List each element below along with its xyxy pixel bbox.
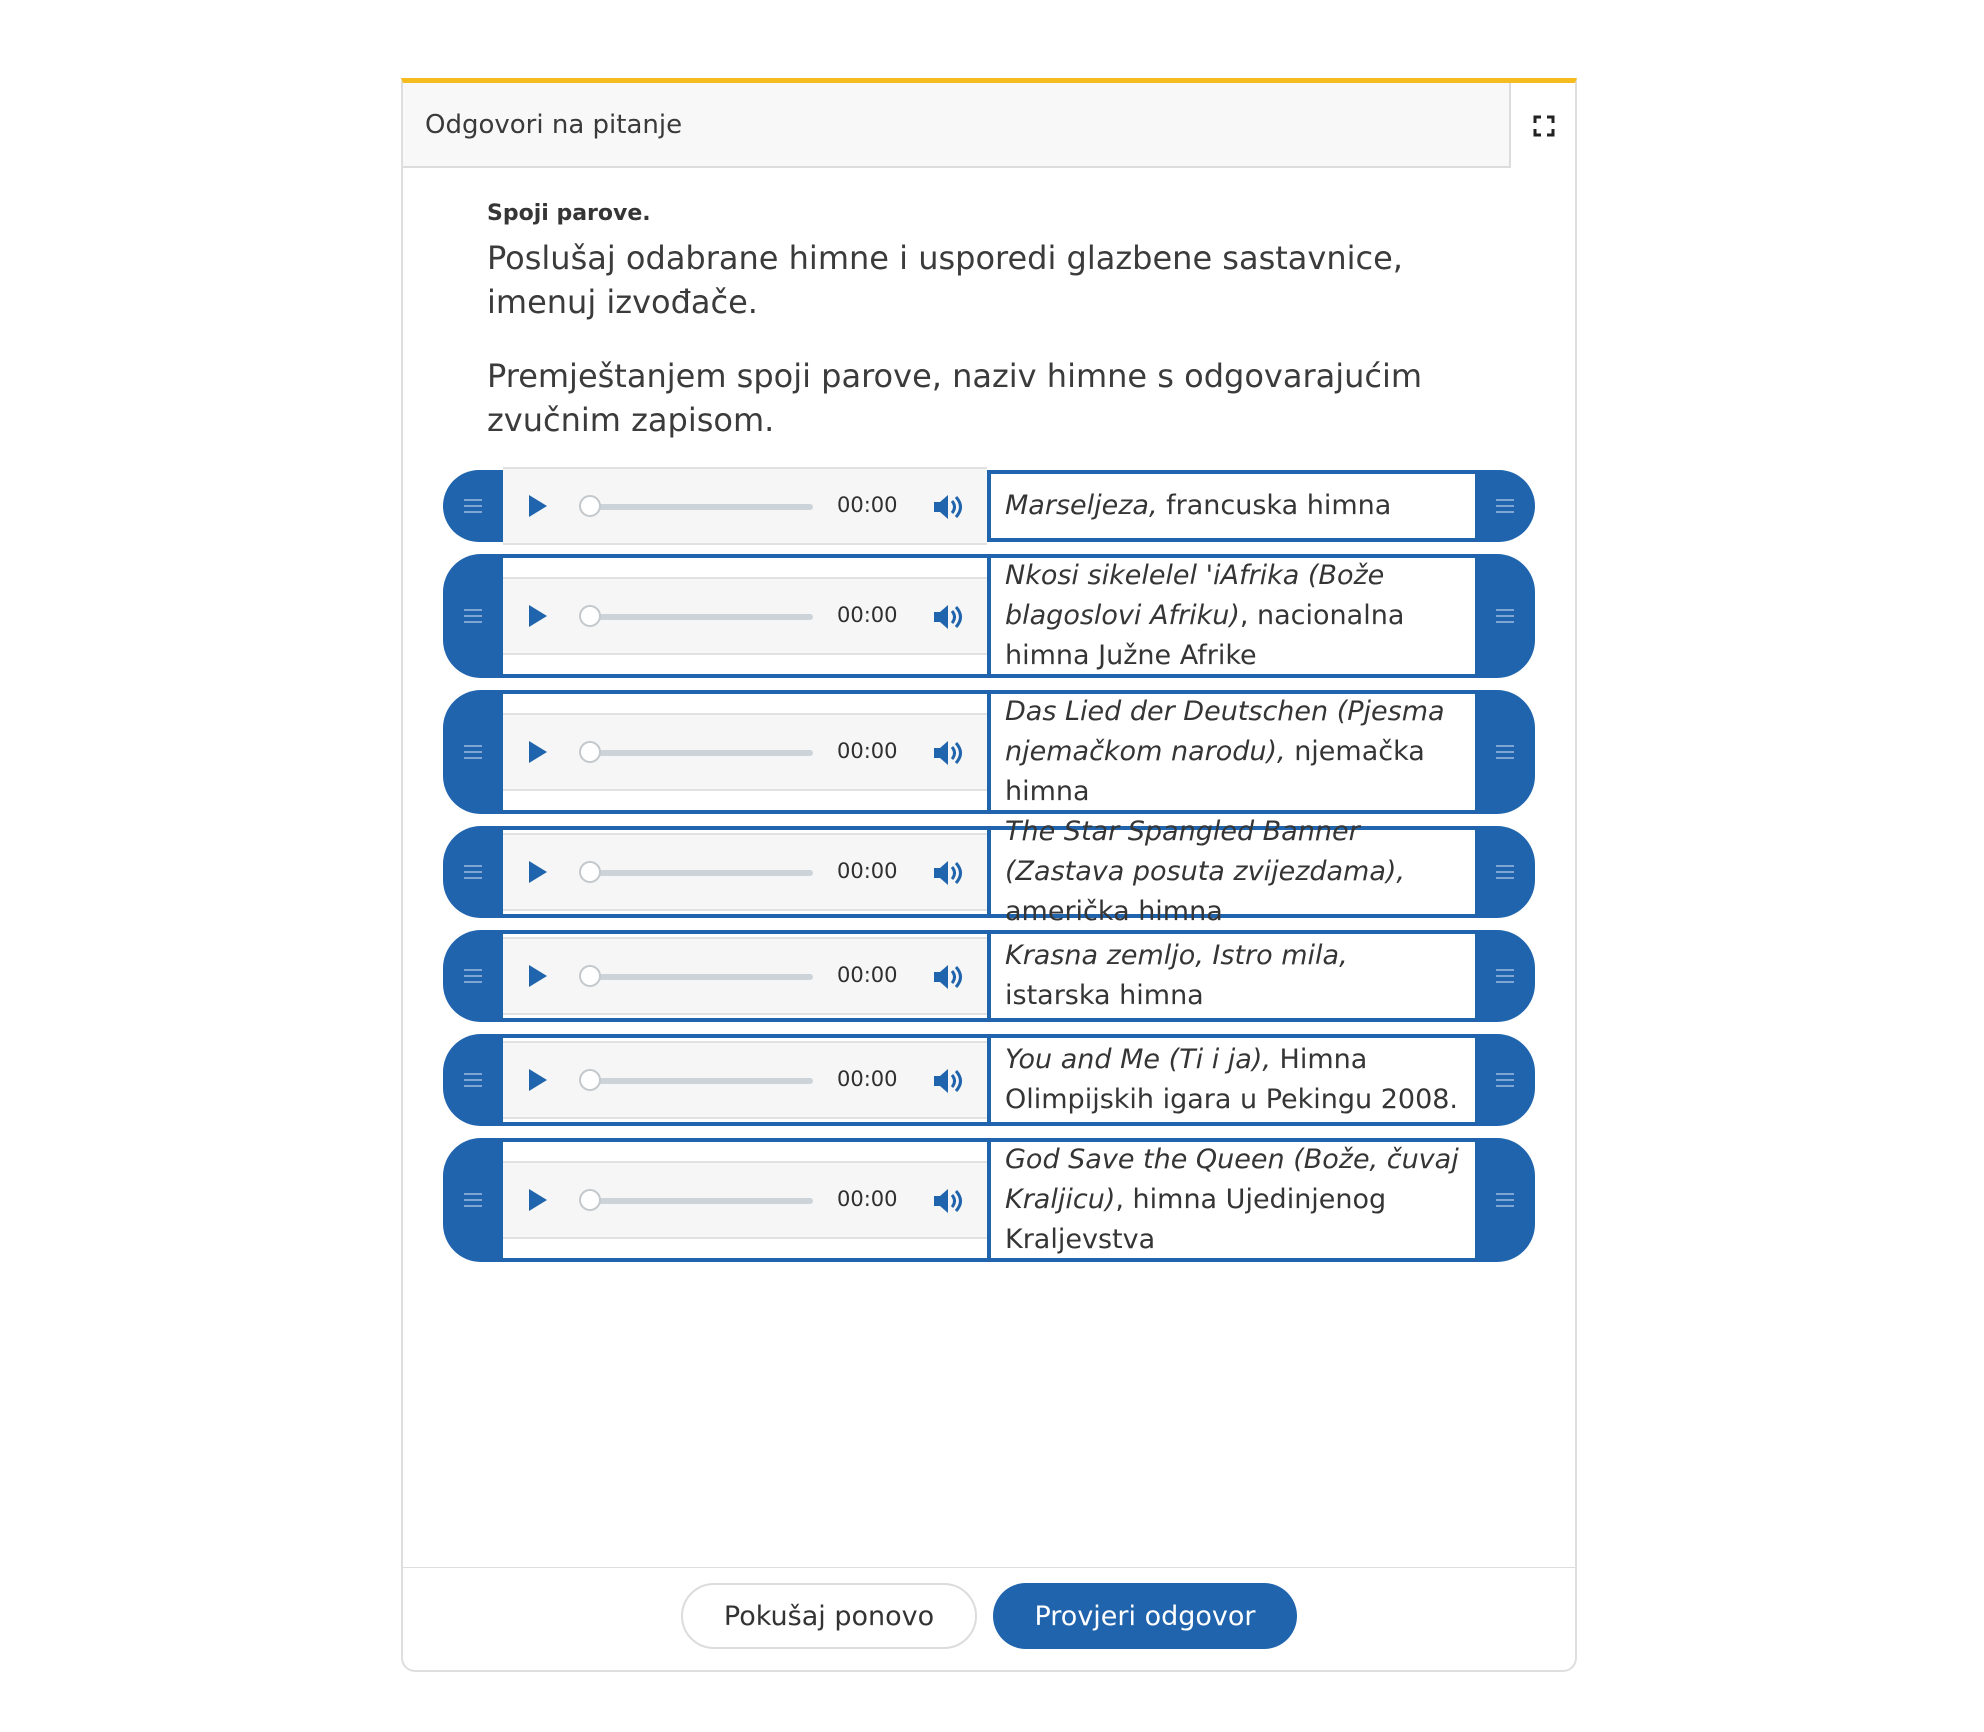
time-display: 00:00 [837, 493, 898, 517]
drag-handle-right[interactable] [1475, 1138, 1535, 1262]
anthem-label [991, 934, 1475, 1018]
seek-knob[interactable] [579, 1069, 601, 1091]
drag-handle-icon [463, 969, 483, 983]
seek-knob[interactable] [579, 861, 601, 883]
drag-handle-left[interactable] [443, 826, 503, 918]
time-display: 00:00 [837, 739, 898, 763]
play-icon[interactable] [525, 603, 549, 629]
drag-handle-right[interactable] [1475, 930, 1535, 1022]
drag-handle-right[interactable] [1475, 554, 1535, 678]
audio-player [503, 937, 987, 1015]
drag-handle-icon [463, 865, 483, 879]
audio-cell [503, 694, 987, 810]
drag-handle-icon [1495, 499, 1515, 513]
play-icon[interactable] [525, 493, 549, 519]
anthem-title: You and Me (Ti i ja), [1005, 1044, 1271, 1075]
anthem-label [991, 816, 1475, 927]
drag-handle-right[interactable] [1475, 470, 1535, 542]
audio-player [503, 833, 987, 911]
anthem-description: Himna Olimpijskih igara u Pekingu 2008. [1005, 1044, 1459, 1115]
seek-bar[interactable] [581, 1078, 813, 1084]
anthem-title: Das Lied der Deutschen (Pjesma njemačkom narodu), [1005, 696, 1445, 767]
audio-player [503, 1041, 987, 1119]
pair-row[interactable] [443, 1138, 1535, 1262]
volume-icon[interactable] [931, 1185, 965, 1217]
time-display: 00:00 [837, 963, 898, 987]
play-icon[interactable] [525, 859, 549, 885]
play-icon[interactable] [525, 1187, 549, 1213]
drag-handle-icon [463, 1193, 483, 1207]
drag-handle-icon [1495, 609, 1515, 623]
pair-row[interactable] [443, 690, 1535, 814]
audio-cell [503, 934, 987, 1018]
pair-row[interactable] [443, 930, 1535, 1022]
anthem-description: istarska himna [1005, 980, 1204, 1011]
card-title: Odgovori na pitanje [425, 109, 683, 140]
drag-handle-left[interactable] [443, 554, 503, 678]
footer-divider [403, 1567, 1575, 1568]
anthem-title: The Star Spangled Banner (Zastava posuta zvijezdama), [1005, 816, 1406, 887]
audio-player [503, 713, 987, 791]
drag-handle-icon [463, 609, 483, 623]
anthem-text [1005, 486, 1391, 526]
audio-player [503, 577, 987, 655]
pair-row[interactable] [443, 1034, 1535, 1126]
anthem-description: , himna Ujedinjenog Kraljevstva [1005, 1184, 1387, 1255]
audio-cell [503, 558, 987, 674]
seek-knob[interactable] [579, 741, 601, 763]
volume-icon[interactable] [931, 491, 965, 523]
retry-button[interactable]: Pokušaj ponovo [681, 1583, 977, 1649]
question-card [401, 78, 1577, 1672]
seek-knob[interactable] [579, 605, 601, 627]
time-display: 00:00 [837, 603, 898, 627]
audio-cell [503, 474, 987, 538]
drag-handle-left[interactable] [443, 930, 503, 1022]
anthem-description: , nacionalna himna Južne Afrike [1005, 600, 1405, 671]
volume-icon[interactable] [931, 961, 965, 993]
drag-handle-icon [1495, 745, 1515, 759]
time-display: 00:00 [837, 1187, 898, 1211]
seek-knob[interactable] [579, 965, 601, 987]
drag-handle-icon [1495, 969, 1515, 983]
anthem-description: njemačka himna [1005, 736, 1425, 807]
drag-handle-icon [463, 745, 483, 759]
instructions [487, 201, 1497, 472]
drag-handle-left[interactable] [443, 1138, 503, 1262]
volume-icon[interactable] [931, 601, 965, 633]
seek-knob[interactable] [579, 1189, 601, 1211]
seek-bar[interactable] [581, 870, 813, 876]
pair-row[interactable] [443, 554, 1535, 678]
play-icon[interactable] [525, 963, 549, 989]
anthem-label [991, 694, 1475, 810]
card-header [403, 83, 1511, 168]
drag-handle-icon [463, 499, 483, 513]
seek-bar[interactable] [581, 504, 813, 510]
time-display: 00:00 [837, 1067, 898, 1091]
drag-handle-left[interactable] [443, 470, 503, 542]
drag-handle-icon [1495, 1073, 1515, 1087]
drag-handle-right[interactable] [1475, 1034, 1535, 1126]
volume-icon[interactable] [931, 737, 965, 769]
pair-row[interactable] [443, 816, 1535, 927]
task-paragraph-1: Poslušaj odabrane himne i usporedi glazbene sastavnice, imenuj izvođače. [487, 239, 1403, 321]
drag-handle-left[interactable] [443, 1034, 503, 1126]
check-answer-button[interactable]: Provjeri odgovor [993, 1583, 1297, 1649]
drag-handle-right[interactable] [1475, 826, 1535, 918]
time-display: 00:00 [837, 859, 898, 883]
audio-player [503, 1161, 987, 1239]
anthem-label [991, 1142, 1475, 1258]
audio-cell [503, 830, 987, 914]
anthem-title: God Save the Queen (Bože, čuvaj Kraljicu) [1005, 1144, 1459, 1215]
seek-bar[interactable] [581, 750, 813, 756]
fullscreen-icon [1533, 115, 1555, 137]
anthem-label [991, 558, 1475, 674]
anthem-text [1005, 1040, 1461, 1120]
drag-handle-icon [1495, 1193, 1515, 1207]
play-icon[interactable] [525, 1067, 549, 1093]
volume-icon[interactable] [931, 857, 965, 889]
audio-cell [503, 1038, 987, 1122]
fullscreen-button[interactable] [1511, 83, 1577, 168]
seek-bar[interactable] [581, 1198, 813, 1204]
seek-bar[interactable] [581, 974, 813, 980]
task-paragraph-2: Premještanjem spoji parove, naziv himne s odgovarajućim zvučnim zapisom. [487, 357, 1423, 439]
seek-knob[interactable] [579, 495, 601, 517]
anthem-label [991, 1038, 1475, 1122]
seek-bar[interactable] [581, 614, 813, 620]
audio-cell [503, 1142, 987, 1258]
anthem-text [1005, 692, 1461, 812]
anthem-title: Krasna zemljo, Istro mila, [1005, 940, 1348, 971]
anthem-description: francuska himna [1157, 490, 1392, 521]
anthem-description: američka himna [1005, 896, 1223, 927]
drag-handle-icon [463, 1073, 483, 1087]
drag-handle-left[interactable] [443, 690, 503, 814]
anthem-text [1005, 812, 1461, 932]
anthem-text [1005, 1140, 1461, 1260]
anthem-text [1005, 556, 1461, 676]
task-subtitle: Spoji parove. [487, 201, 651, 226]
anthem-title: Nkosi sikelelel 'iAfrika (Bože blagoslovi Afriku) [1005, 560, 1385, 631]
anthem-text [1005, 936, 1461, 1016]
anthem-label [991, 474, 1475, 538]
drag-handle-icon [1495, 865, 1515, 879]
anthem-title: Marseljeza, [1005, 490, 1158, 521]
drag-handle-right[interactable] [1475, 690, 1535, 814]
audio-player [503, 467, 987, 545]
pair-row[interactable] [443, 470, 1535, 542]
volume-icon[interactable] [931, 1065, 965, 1097]
play-icon[interactable] [525, 739, 549, 765]
